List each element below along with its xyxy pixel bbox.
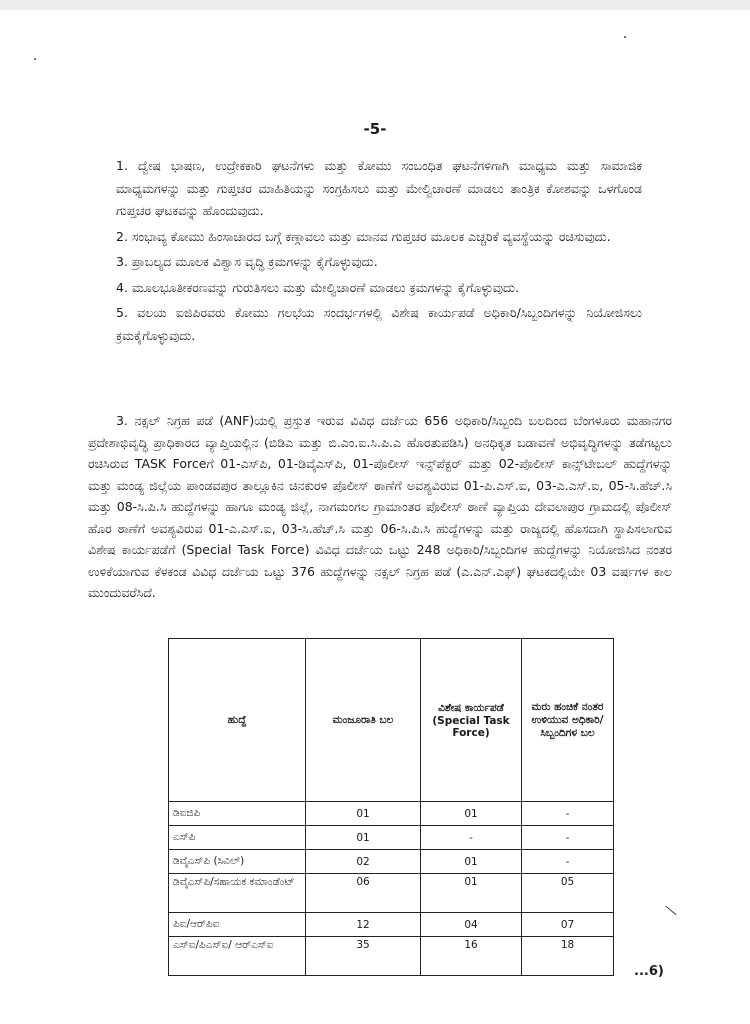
cell-stf: 01 [421, 874, 522, 913]
cell-post: ಡಿಐಜಿಪಿ [169, 802, 306, 826]
table-header-row [169, 639, 614, 802]
table-row [169, 937, 614, 976]
point-3: 3. ಪ್ರಾಬಲ್ಯದ ಮೂಲಕ ವಿಶ್ವಾಸ ವೃದ್ಧಿ ಕ್ರಮಗಳನ್ನು ಕೈಗೊಳ್ಳುವುದು. [116, 254, 378, 269]
cell-stf: 01 [421, 802, 522, 826]
header-remaining: ಮರು ಹಂಚಿಕೆ ನಂತರ ಉಳಿಯುವ ಅಧಿಕಾರಿ/ ಸಿಬ್ಬಂದಿಗಳ ಬಲ [522, 639, 614, 802]
cell-remaining: - [522, 850, 614, 874]
cell-post: ಎಸ್‌ಪಿ [169, 826, 306, 850]
cell-sanctioned: 01 [306, 802, 421, 826]
cell-stf: - [421, 826, 522, 850]
scan-speck [624, 36, 626, 38]
table-row [169, 826, 614, 850]
top-edge-band [0, 0, 750, 10]
point-4: 4. ಮೂಲಭೂತೀಕರಣವನ್ನು ಗುರುತಿಸಲು ಮತ್ತು ಮೇಲ್ವಿಚಾರಣೆ ಮಾಡಲು ಕ್ರಮಗಳನ್ನು ಕೈಗೊಳ್ಳುವುದು. [116, 279, 520, 295]
cell-sanctioned: 12 [306, 913, 421, 937]
cell-sanctioned: 06 [306, 874, 421, 913]
posts-table-wrap [168, 638, 614, 976]
table-row [169, 850, 614, 874]
table-row [169, 874, 614, 913]
point-1: 1. ದ್ವೇಷ ಭಾಷಣ, ಉದ್ರೇಕಕಾರಿ ಘಟನೆಗಳು ಮತ್ತು ಕೋಮು ಸಂಬಂಧಿತ ಘಟನೆಗಳಿಗಾಗಿ ಮಾಧ್ಯಮ ಮತ್ತು ಸಾಮಾಜಿಕ ಮಾಧ್ಯಮಗಳನ್ನು ಮತ್ತು ಗುಪ್ತಚರ ಮಾಹಿತಿಯನ್ನು ಸಂಗ್ರಹಿಸಲು ಮತ್ತು ಮೇಲ್ವಿಚಾರಣೆ ಮಾಡಲು ತಾಂತ್ರಿಕ ಕೋಶವನ್ನು ಒಳಗೊಂಡ ಗುಪ್ತಚರ ಘಟಕವನ್ನು ಹೊಂದುವುದು. [116, 158, 642, 218]
cell-sanctioned: 35 [306, 937, 421, 976]
cell-post: ಎಸ್‌ಐ/ಪಿಎಸ್‌ಐ/ ಆರ್‌ಎಸ್‌ಐ [169, 937, 306, 976]
cell-remaining: - [522, 802, 614, 826]
cell-post: ಪಿಐ/ಆರ್‌ಪಿಐ [169, 913, 306, 937]
cell-stf: 04 [421, 913, 522, 937]
cell-remaining: 18 [522, 937, 614, 976]
cell-remaining: 05 [522, 874, 614, 913]
table-row [169, 802, 614, 826]
cell-stf: 16 [421, 937, 522, 976]
cell-post: ಡಿವೈಎಸ್‌ಪಿ/ಸಹಾಯಕ ಕಮಾಂಡೆಂಟ್ [169, 874, 306, 913]
cell-remaining: - [522, 826, 614, 850]
cell-sanctioned: 02 [306, 850, 421, 874]
point-5: 5. ವಲಯ ಐಜಿಪಿರವರು ಕೋಮು ಗಲಭೆಯ ಸಂದರ್ಭಗಳಲ್ಲಿ ವಿಶೇಷ ಕಾರ್ಯಪಡೆ ಅಧಿಕಾರಿ/ಸಿಬ್ಬಂದಿಗಳನ್ನು ನಿಯೋಜಿಸಲು ಕ್ರಮಕೈಗೊಳ್ಳುವುದು. [116, 305, 642, 343]
page-number: -5- [363, 120, 387, 138]
cell-sanctioned: 01 [306, 826, 421, 850]
posts-table [168, 638, 614, 976]
anf-paragraph: 3. ನಕ್ಸಲ್ ನಿಗ್ರಹ ಪಡೆ (ANF)ಯಲ್ಲಿ ಪ್ರಸ್ತುತ ಇರುವ ವಿವಿಧ ದರ್ಜೆಯ 656 ಅಧಿಕಾರಿ/ಸಿಬ್ಬಂದಿ ಬಲದಿಂದ ಬೆಂಗಳೂರು ಮಹಾನಗರ ಪ್ರದೇಶಾಭಿವೃದ್ಧಿ ಪ್ರಾಧಿಕಾರದ ವ್ಯಾಪ್ತಿಯಲ್ಲಿನ (ಬಿಡಿಎ ಮತ್ತು ಬಿ.ಎಂ.ಐ.ಸಿ.ಪಿ.ಎ ಹೊರತುಪಡಿಸಿ) ಅನಧಿಕೃತ ಬಡಾವಣೆ ಅಭಿವೃದ್ಧಿಗಳನ್ನು ತಡೆಗಟ್ಟಲು ರಚಿಸಿರುವ TASK Forceಗೆ 01-ಎಸ್‌ಪಿ, 01-ಡಿವೈಎಸ್‌ಪಿ, 01-ಪೊಲೀಸ್ ಇನ್ಸ್‌ಪೆಕ್ಟರ್ ಮತ್ತು 02-ಪೊಲೀಸ್ ಕಾನ್ಸ್‌ಟೇಬಲ್ ಹುದ್ದೆಗಳನ್ನು ಮತ್ತು ಮಂಡ್ಯ ಜಿಲ್ಲೆಯ ಪಾಂಡವಪುರ ತಾಲ್ಲೂಕಿನ ಚಿನಕುರಳಿ ಪೊಲೀಸ್ ಠಾಣೆಗೆ ಅವಶ್ಯವಿರುವ 01-ಪಿ.ಎಸ್.ಐ, 03-ಎ.ಎಸ್.ಐ, 05-ಸಿ.ಹೆಚ್.ಸಿ ಮತ್ತು 08-ಸಿ.ಪಿ.ಸಿ ಹುದ್ದೆಗಳನ್ನು ಹಾಗೂ ಮಂಡ್ಯ ಜಿಲ್ಲೆ, ನಾಗಮಂಗಲ ಗ್ರಾಮಾಂತರ ಪೊಲೀಸ್ ಠಾಣೆ ವ್ಯಾಪ್ತಿಯ ದೇವಲಾಪುರ ಗ್ರಾಮದಲ್ಲಿ ಪೊಲೀಸ್ ಹೊರ ಠಾಣೆಗೆ ಅವಶ್ಯವಿರುವ 01-ಎ.ಎಸ್.ಐ, 03-ಸಿ.ಹೆಚ್.ಸಿ ಮತ್ತು 06-ಸಿ.ಪಿ.ಸಿ ಹುದ್ದೆಗಳನ್ನು ಮತ್ತು ರಾಜ್ಯದಲ್ಲಿ ಹೊಸದಾಗಿ ಸ್ಥಾಪಿಸಲಾಗುವ ವಿಶೇಷ ಕಾರ್ಯಪಡೆಗೆ (Special Task Force) ವಿವಿಧ ದರ್ಜೆಯ ಒಟ್ಟು 248 ಅಧಿಕಾರಿ/ಸಿಬ್ಬಂದಿಗಳ ಹುದ್ದೆಗಳನ್ನು ನಿಯೋಜಿಸಿದ ನಂತರ ಉಳಿಕೆಯಾಗುವ ಕೆಳಕಂಡ ವಿವಿಧ ದರ್ಜೆಯ ಒಟ್ಟು 376 ಹುದ್ದೆಗಳನ್ನು ನಕ್ಸಲ್ ನಿಗ್ರಹ ಪಡೆ (ಎ.ಎನ್.ಎಫ್) ಘಟಕದಲ್ಲಿಯೇ 03 ವರ್ಷಗಳ ಕಾಲ ಮುಂದುವರೆಸಿದೆ. [88, 413, 672, 600]
table-row [169, 913, 614, 937]
header-sanctioned: ಮಂಜೂರಾತಿ ಬಲ [306, 639, 421, 802]
header-stf: ವಿಶೇಷ ಕಾರ್ಯಪಡೆ (Special Task Force) [421, 639, 522, 802]
point-2: 2. ಸಂಭಾವ್ಯ ಕೋಮು ಹಿಂಸಾಚಾರದ ಬಗ್ಗೆ ಕಣ್ಗಾವಲು ಮತ್ತು ಮಾನವ ಗುಪ್ತಚರ ಮೂಲಕ ಎಚ್ಚರಿಕೆ ವ್ಯವಸ್ಥೆಯನ್ನು ರಚಿಸುವುದು. [116, 228, 611, 244]
scan-speck [665, 906, 676, 916]
cell-remaining: 07 [522, 913, 614, 937]
cell-post: ಡಿವೈಎಸ್‌ಪಿ (ಸಿವಿಲ್) [169, 850, 306, 874]
scan-speck [34, 58, 36, 60]
cell-stf: 01 [421, 850, 522, 874]
continuation-marker: ...6) [634, 964, 664, 979]
points-list [116, 155, 642, 350]
header-post: ಹುದ್ದೆ [169, 639, 306, 802]
